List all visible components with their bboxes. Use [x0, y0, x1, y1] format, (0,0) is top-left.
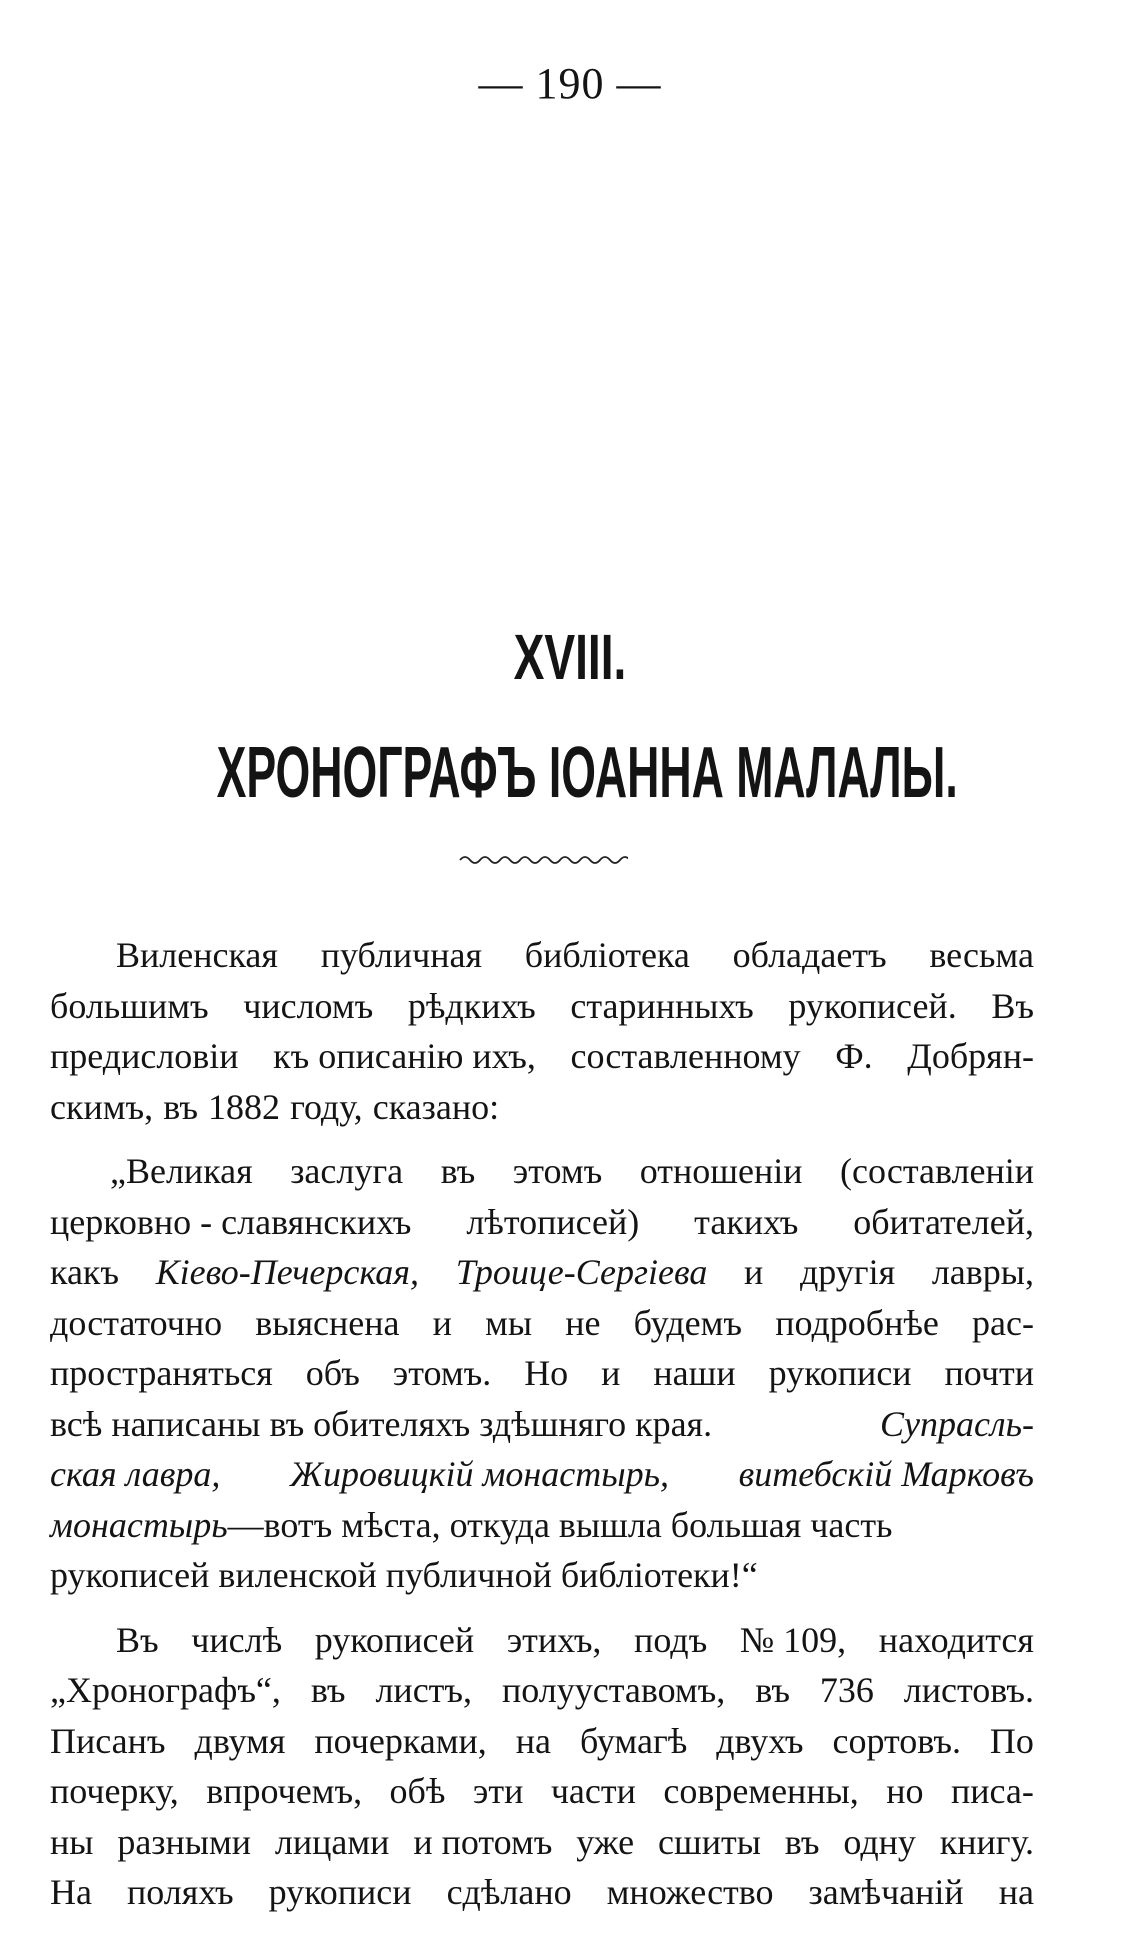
text-line: почерку, впрочемъ, обѣ эти части современны, но писа-	[50, 1771, 1034, 1811]
wave-ornament-divider	[458, 852, 628, 868]
quote-line	[50, 1449, 1034, 1500]
italic-place-name: ская лавра,	[50, 1454, 221, 1494]
quote-line: церковно - славянскихъ лѣтописей) такихъ обитателей,	[50, 1201, 1034, 1242]
page-number: — 190 —	[478, 59, 662, 108]
italic-place-name: монастырь	[50, 1504, 228, 1545]
text-line: Въ числѣ рукописей этихъ, подъ № 109, находится	[116, 1619, 1034, 1660]
quote-line: всѣ написаны въ обителяхъ здѣшняго края. Супрасль-	[50, 1399, 1034, 1450]
text-line: Виленская публичная библіотека обладаетъ весьма	[116, 935, 1034, 975]
quote-line: пространяться объ этомъ. Но и наши рукописи почти	[50, 1353, 1034, 1393]
quote-line: рукописей виленской публичной библіотеки!“	[50, 1555, 758, 1595]
italic-place-name: витебскій Марковъ	[738, 1454, 1034, 1494]
italic-place-name: Кіево-Печерская,	[155, 1252, 420, 1292]
text-line: ны разными лицами и потомъ уже сшиты въ одну книгу.	[50, 1821, 1034, 1862]
italic-place-name: Жировицкій монастырь,	[290, 1454, 670, 1494]
chapter-number: XVIII.	[513, 621, 627, 693]
quote-line: достаточно выяснена и мы не будемъ подробнѣе рас-	[50, 1302, 1034, 1343]
text-line: Писанъ двумя почерками, на бумагѣ двухъ сортовъ. По	[50, 1720, 1034, 1761]
quote-line: „Великая заслуга въ этомъ отношеніи (составленіи	[110, 1151, 1034, 1191]
text-line: „Хронографъ“, въ листъ, полууставомъ, въ 736 листовъ.	[50, 1670, 1034, 1710]
body-text	[50, 930, 1034, 1918]
chapter-title: ХРОНОГРАФЪ ІОАННА МАЛАЛЫ.	[216, 733, 958, 813]
italic-place-name: Супрасль-	[879, 1403, 1034, 1444]
quote-line: какъ Кіево-Печерская, Троице-Сергіева и другія лавры,	[50, 1247, 1034, 1298]
text-line: большимъ числомъ рѣдкихъ старинныхъ рукописей. Въ	[50, 985, 1034, 1026]
text-line: На поляхъ рукописи сдѣлано множество замѣчаній на	[50, 1872, 1034, 1912]
text-line: скимъ, въ 1882 году, сказано:	[50, 1086, 500, 1127]
text-line: предисловіи къ описанію ихъ, составленному Ф. Добрян-	[50, 1036, 1034, 1076]
quote-line: монастырь—вотъ мѣста, откуда вышла большая часть	[50, 1504, 893, 1545]
italic-place-name: Троице-Сергіева	[455, 1252, 708, 1292]
